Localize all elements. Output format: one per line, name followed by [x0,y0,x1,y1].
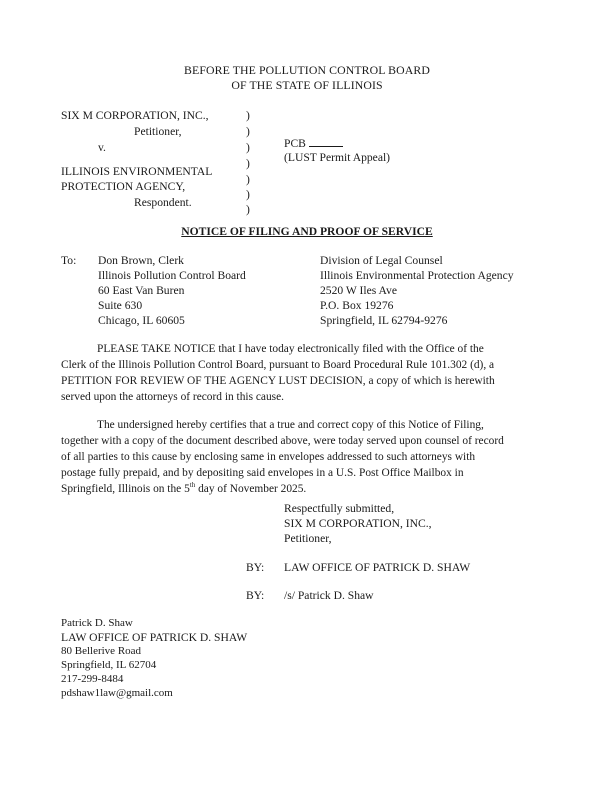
attorney-firm: LAW OFFICE OF PATRICK D. SHAW [61,631,248,644]
certification-line5: Springfield, Illinois on the 5th day of November 2025. [61,481,307,495]
recipient-left-line5: Chicago, IL 60605 [98,314,185,327]
by-label: BY: [246,561,265,574]
attorney-street: 80 Bellerive Road [61,645,142,657]
recipient-right-line1: Division of Legal Counsel [320,254,443,267]
notice-line4: served upon the attorneys of record in this cause. [61,391,284,403]
attorney-name: Patrick D. Shaw [61,617,133,629]
closing-line3: Petitioner, [284,532,332,545]
recipient-left-line3: 60 East Van Buren [98,284,185,297]
caption-bracket: ) [246,203,250,216]
to-label: To: [61,254,77,267]
recipient-right-line5: Springfield, IL 62794-9276 [320,314,448,327]
respondent-name-line1: ILLINOIS ENVIRONMENTAL [61,165,213,178]
recipient-left-line2: Illinois Pollution Control Board [98,269,246,282]
notice-paragraph [61,341,543,405]
certification-line2: together with a copy of the document described above, were today served upon counsel of record [61,435,504,447]
caption-bracket: ) [246,157,250,170]
certification-line3: of all parties to this cause by enclosing same in envelopes addressed to such attorneys with [61,451,476,463]
case-number [284,136,343,150]
caption-bracket: ) [246,125,250,138]
certification-line4: postage fully prepaid, and by depositing said envelopes in a U.S. Post Office Mailbox in [61,467,464,479]
closing-line2: SIX M CORPORATION, INC., [284,517,432,530]
closing-line1: Respectfully submitted, [284,502,395,515]
respondent-role: Respondent. [134,196,192,209]
court-name-line1: BEFORE THE POLLUTION CONTROL BOARD [184,63,430,77]
recipient-right-line2: Illinois Environmental Protection Agency [320,269,514,282]
recipient-right-line3: 2520 W Iles Ave [320,284,397,297]
certification-line1: The undersigned hereby certifies that a true and correct copy of this Notice of Filing, [97,419,484,431]
court-name-line2: OF THE STATE OF ILLINOIS [231,78,383,92]
notice-line2: Clerk of the Illinois Pollution Control Board, pursuant to Board Procedural Rule 101.302 (d), a [61,359,495,371]
case-label: PCB [284,137,306,150]
caption-bracket: ) [246,141,250,154]
case-number-blank [309,136,343,147]
petitioner-name: SIX M CORPORATION, INC., [61,109,209,122]
attorney-city: Springfield, IL 62704 [61,659,157,671]
attorney-email: pdshaw1law@gmail.com [61,687,173,699]
petitioner-role: Petitioner, [134,125,182,138]
by-label: BY: [246,589,265,602]
notice-line1: PLEASE TAKE NOTICE that I have today electronically filed with the Office of the [97,343,484,355]
caption-bracket: ) [246,188,250,201]
recipient-left-line4: Suite 630 [98,299,143,312]
versus: v. [98,141,106,154]
notice-line3: PETITION FOR REVIEW OF THE AGENCY LUST DECISION, a copy of which is herewith [61,375,495,387]
respondent-name-line2: PROTECTION AGENCY, [61,180,186,193]
case-type: (LUST Permit Appeal) [284,151,391,164]
certification-paragraph [61,417,543,497]
recipient-right-line4: P.O. Box 19276 [320,299,394,312]
by-firm: LAW OFFICE OF PATRICK D. SHAW [284,561,471,574]
recipient-left-line1: Don Brown, Clerk [98,254,184,267]
signature-line: /s/ Patrick D. Shaw [284,589,374,602]
document-title: NOTICE OF FILING AND PROOF OF SERVICE [181,225,433,238]
caption-bracket: ) [246,109,250,122]
attorney-phone: 217-299-8484 [61,673,124,685]
caption-bracket: ) [246,173,250,186]
